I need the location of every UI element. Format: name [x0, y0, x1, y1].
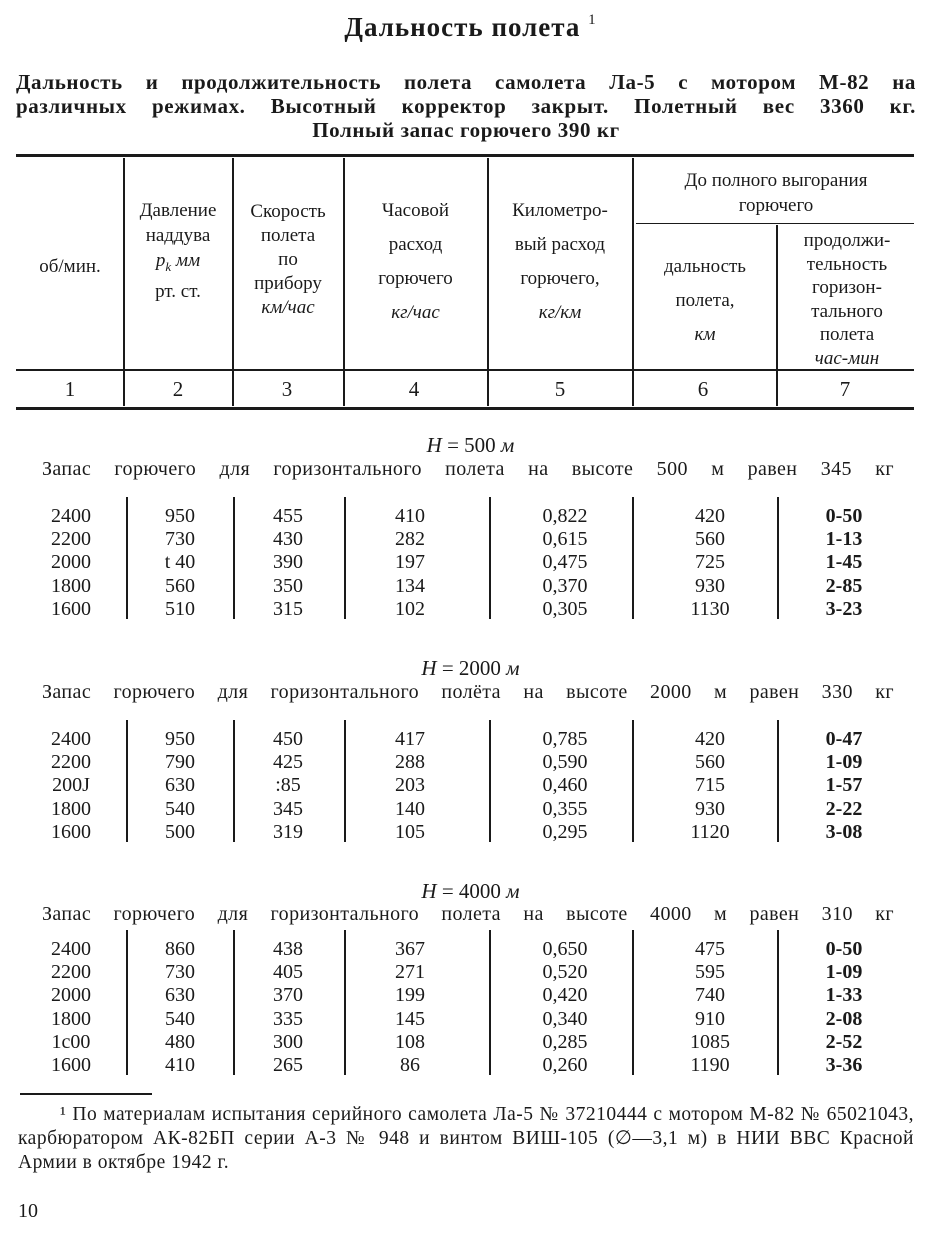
- table-cell: 3-23: [825, 597, 863, 620]
- altitude-unit: м: [500, 433, 515, 457]
- group-header-rule: [636, 223, 914, 224]
- table-cell: 860: [165, 938, 195, 960]
- table-cell: 1800: [51, 797, 91, 820]
- table-cell: 315: [273, 597, 303, 620]
- table-cell: 370: [273, 984, 303, 1007]
- table-cell: 271: [395, 961, 425, 984]
- column-divider: [233, 720, 235, 842]
- table-cell: 1800: [51, 574, 91, 597]
- table-cell: 450: [273, 728, 303, 750]
- table-cell: 0,355: [542, 797, 588, 820]
- table-cell: 2000: [51, 984, 91, 1007]
- column-divider: [489, 930, 491, 1075]
- table-cell: 134: [395, 574, 425, 597]
- column-number: 7: [839, 377, 851, 401]
- table-cell: 630: [165, 774, 195, 797]
- table-cell: 0,305: [542, 597, 588, 620]
- header-speed-line-3: по: [278, 249, 298, 270]
- table-row: [0, 984, 941, 1007]
- table-cell: 0-50: [825, 505, 863, 527]
- table-cell: 2400: [51, 728, 91, 750]
- table-cell: 0,420: [542, 984, 588, 1007]
- header-km-line-3: горючего,: [520, 268, 600, 289]
- table-cell: 1-45: [825, 551, 863, 574]
- section-heading-2000: [0, 656, 941, 681]
- table-cell: 0,370: [542, 574, 588, 597]
- table-cell: 0,520: [542, 961, 588, 984]
- column-divider: [489, 720, 491, 842]
- header-rpm: об/мин.: [39, 256, 101, 277]
- column-divider: [632, 930, 634, 1075]
- table-cell: 335: [273, 1007, 303, 1030]
- table-cell: 540: [165, 1007, 195, 1030]
- header-boost-unit: мм: [171, 250, 201, 271]
- table-cell: 540: [165, 797, 195, 820]
- column-divider: [777, 497, 779, 619]
- footnote: ¹ По материалам испытания серийного самолета Ла-5 № 37210444 с мотором М-82 № 65021043, карбюратором АК-82БП серии А-3 № 948 и винтом ВИШ-105 (∅—3,1 м) в НИИ ВВС Красной Армии в октябре 1942 г.: [18, 1104, 914, 1173]
- altitude-value: = 2000: [436, 656, 507, 680]
- altitude-symbol: H: [426, 433, 442, 457]
- table-cell: 2-22: [825, 797, 863, 820]
- table-row: [0, 774, 941, 797]
- table-cell: 417: [395, 728, 425, 750]
- table-cell: 595: [695, 961, 725, 984]
- section-heading-500: [0, 433, 941, 458]
- table-cell: 350: [273, 574, 303, 597]
- table-cell: 725: [695, 551, 725, 574]
- table-cell: 2200: [51, 528, 91, 551]
- table-cell: 438: [273, 938, 303, 960]
- header-range-line-2: полета,: [675, 290, 735, 311]
- section-note-2000: Запас горючего для горизонтального полёта на высоте 2000 м равен 330 кг: [42, 681, 894, 703]
- table-cell: 480: [165, 1030, 195, 1053]
- header-boost-symbol: p: [155, 250, 166, 271]
- table-cell: 1800: [51, 1007, 91, 1030]
- column-number: 5: [554, 377, 566, 401]
- header-speed-line-1: Скорость: [250, 201, 326, 222]
- column-number: 1: [64, 377, 76, 401]
- header-group-until-burnout: [636, 168, 916, 218]
- column-divider: [632, 497, 634, 619]
- table-row: [0, 961, 941, 984]
- header-duration-unit: час-мин: [814, 347, 880, 369]
- altitude-symbol: H: [421, 656, 437, 680]
- table-row: [0, 938, 941, 961]
- title-text: Дальность полета: [344, 12, 581, 42]
- header-speed-unit: км/час: [261, 297, 315, 318]
- table-cell: 0,295: [542, 820, 588, 843]
- table-cell: 2200: [51, 751, 91, 774]
- table-cell: 288: [395, 751, 425, 774]
- table-cell: 715: [695, 774, 725, 797]
- table-cell: 930: [695, 574, 725, 597]
- header-boost-line-1: Давление: [139, 200, 217, 221]
- section-note-4000: Запас горючего для горизонтального полета на высоте 4000 м равен 310 кг: [42, 903, 894, 925]
- table-cell: 0,822: [542, 505, 588, 527]
- header-duration-line-2: тельность: [806, 253, 888, 275]
- column-divider: [126, 720, 128, 842]
- table-cell: 3-08: [825, 820, 863, 843]
- column-divider: [777, 930, 779, 1075]
- table-cell: 730: [165, 528, 195, 551]
- header-km-consumption: [488, 194, 632, 330]
- column-divider: [344, 930, 346, 1075]
- table-cell: 1-13: [825, 528, 863, 551]
- table-row: [0, 1031, 941, 1054]
- table-cell: 2200: [51, 961, 91, 984]
- table-cell: 730: [165, 961, 195, 984]
- column-divider: [344, 720, 346, 842]
- table-cell: 950: [165, 505, 195, 527]
- header-bottom-rule: [16, 407, 914, 410]
- table-cell: 410: [395, 505, 425, 527]
- table-cell: 2400: [51, 505, 91, 527]
- table-cell: 410: [165, 1054, 195, 1076]
- column-number: 6: [697, 377, 709, 401]
- table-cell: 510: [165, 597, 195, 620]
- table-cell: 0,650: [542, 938, 588, 960]
- table-caption: [16, 70, 916, 142]
- table-row: [0, 551, 941, 574]
- header-boost-subscript: k: [165, 258, 172, 274]
- table-row: [0, 528, 941, 551]
- table-cell: 197: [395, 551, 425, 574]
- table-cell: 203: [395, 774, 425, 797]
- header-hourly-line-3: горючего: [378, 268, 453, 289]
- table-cell: 2-85: [825, 574, 863, 597]
- footnote-separator: [20, 1093, 152, 1095]
- caption-line-3: Полный запас горючего 390 кг: [312, 118, 620, 142]
- altitude-value: = 4000: [436, 879, 507, 903]
- table-cell: 86: [400, 1054, 420, 1076]
- table-cell: 108: [395, 1030, 425, 1053]
- table-cell: 0,475: [542, 551, 588, 574]
- table-row: [0, 598, 941, 621]
- table-cell: 630: [165, 984, 195, 1007]
- column-divider: [632, 720, 634, 842]
- table-row: [0, 505, 941, 528]
- table-cell: 1с00: [51, 1030, 91, 1053]
- table-cell: 1190: [690, 1054, 730, 1076]
- header-duration-line-3: горизон-: [812, 277, 882, 298]
- header-km-line-1: Километро-: [512, 200, 608, 221]
- table-cell: t 40: [164, 551, 196, 574]
- column-divider: [777, 720, 779, 842]
- header-hourly-unit: кг/час: [391, 302, 440, 323]
- header-hourly-consumption: [344, 194, 487, 330]
- table-cell: 790: [165, 751, 195, 774]
- header-boost-line-3: [124, 248, 232, 279]
- section-heading-4000: [0, 879, 941, 904]
- table-cell: 420: [695, 505, 725, 527]
- altitude-symbol: H: [421, 879, 437, 903]
- table-cell: 102: [395, 597, 425, 620]
- header-range-unit: км: [694, 324, 716, 345]
- table-cell: 300: [273, 1030, 303, 1053]
- table-cell: 0,590: [542, 751, 588, 774]
- table-cell: 455: [273, 505, 303, 527]
- table-cell: 345: [273, 797, 303, 820]
- header-boost-line-4: рт. ст.: [155, 280, 201, 302]
- header-duration-line-1: продолжи-: [803, 230, 891, 251]
- table-row: [0, 728, 941, 751]
- header-duration-line-4: тального: [811, 300, 883, 322]
- table-cell: 430: [273, 528, 303, 551]
- table-cell: 199: [395, 984, 425, 1007]
- table-cell: 145: [395, 1007, 425, 1030]
- table-cell: 1-09: [825, 961, 863, 984]
- table-cell: 0,340: [542, 1007, 588, 1030]
- header-boost-line-2: наддува: [145, 225, 211, 246]
- title-footnote-mark: 1: [588, 12, 597, 28]
- table-row: [0, 751, 941, 774]
- table-cell: 1-33: [825, 984, 863, 1007]
- table-cell: 1600: [51, 820, 91, 843]
- table-cell: 2-08: [825, 1007, 863, 1030]
- table-cell: 1120: [690, 820, 730, 843]
- table-cell: 140: [395, 797, 425, 820]
- table-cell: 367: [395, 938, 425, 960]
- column-divider: [233, 497, 235, 619]
- table-cell: 910: [695, 1007, 725, 1030]
- table-cell: 950: [165, 728, 195, 750]
- column-number: 4: [408, 377, 420, 401]
- header-hourly-line-1: Часовой: [381, 200, 450, 221]
- table-cell: 0,615: [542, 528, 588, 551]
- caption-line-1: Дальность и продолжительность полета самолета Ла-5 с мотором М-82 на: [16, 70, 916, 94]
- table-cell: 930: [695, 797, 725, 820]
- column-divider: [126, 930, 128, 1075]
- caption-line-2: различных режимах. Высотный корректор закрыт. Полетный вес 3360 кг.: [16, 94, 916, 118]
- header-range-line-1: дальность: [664, 256, 746, 277]
- table-cell: 560: [165, 574, 195, 597]
- table-cell: 1130: [690, 597, 730, 620]
- table-cell: 265: [273, 1054, 303, 1076]
- altitude-unit: м: [506, 656, 520, 680]
- header-hourly-line-2: расход: [388, 234, 443, 255]
- table-cell: 425: [273, 751, 303, 774]
- header-group-line-2: горючего: [738, 195, 814, 216]
- table-cell: 3-36: [825, 1054, 863, 1076]
- table-cell: 1085: [690, 1030, 730, 1053]
- header-range: [634, 250, 776, 352]
- column-number: 2: [172, 377, 184, 401]
- table-row: [0, 798, 941, 821]
- table-cell: 1600: [51, 1054, 91, 1076]
- table-cell: 420: [695, 728, 725, 750]
- table-cell: 200Ј: [52, 774, 90, 797]
- table-cell: 500: [165, 820, 195, 843]
- header-km-line-2: вый расход: [514, 234, 606, 255]
- header-speed-line-2: полета: [260, 225, 316, 246]
- table-row: [0, 1054, 941, 1077]
- header-speed: [233, 200, 343, 320]
- page-title: [0, 12, 941, 43]
- table-cell: :85: [275, 774, 301, 797]
- table-cell: 1600: [51, 597, 91, 620]
- table-row: [0, 575, 941, 598]
- header-duration: [778, 229, 916, 370]
- page-number: 10: [18, 1200, 38, 1222]
- table-cell: 2400: [51, 938, 91, 960]
- table-cell: 560: [695, 751, 725, 774]
- table-cell: 2-52: [825, 1030, 863, 1053]
- table-cell: 105: [395, 820, 425, 843]
- column-divider: [233, 930, 235, 1075]
- table-row: [0, 1008, 941, 1031]
- table-cell: 0-50: [825, 938, 863, 960]
- section-note-500: Запас горючего для горизонтального полета на высоте 500 м равен 345 кг: [42, 458, 894, 480]
- header-boost-pressure: [124, 198, 232, 304]
- table-cell: 0,460: [542, 774, 588, 797]
- table-cell: 0,260: [542, 1054, 588, 1076]
- table-cell: 475: [695, 938, 725, 960]
- table-cell: 390: [273, 551, 303, 574]
- column-divider: [126, 497, 128, 619]
- header-top-rule: [16, 154, 914, 157]
- header-km-unit: кг/км: [538, 302, 582, 323]
- table-row: [0, 821, 941, 844]
- table-cell: 0,785: [542, 728, 588, 750]
- table-cell: 2000: [51, 551, 91, 574]
- table-cell: 740: [695, 984, 725, 1007]
- column-divider: [489, 497, 491, 619]
- table-cell: 319: [273, 820, 303, 843]
- column-number: 3: [281, 377, 293, 401]
- table-cell: 0-47: [825, 728, 863, 750]
- table-cell: 560: [695, 528, 725, 551]
- table-cell: 1-57: [825, 774, 863, 797]
- header-group-line-1: До полного выгорания: [684, 170, 868, 191]
- header-duration-line-5: полета: [819, 324, 875, 345]
- altitude-value: = 500: [441, 433, 501, 457]
- column-divider: [344, 497, 346, 619]
- table-cell: 282: [395, 528, 425, 551]
- altitude-unit: м: [506, 879, 520, 903]
- table-cell: 405: [273, 961, 303, 984]
- table-cell: 1-09: [825, 751, 863, 774]
- header-speed-line-4: прибору: [254, 273, 322, 294]
- table-cell: 0,285: [542, 1030, 588, 1053]
